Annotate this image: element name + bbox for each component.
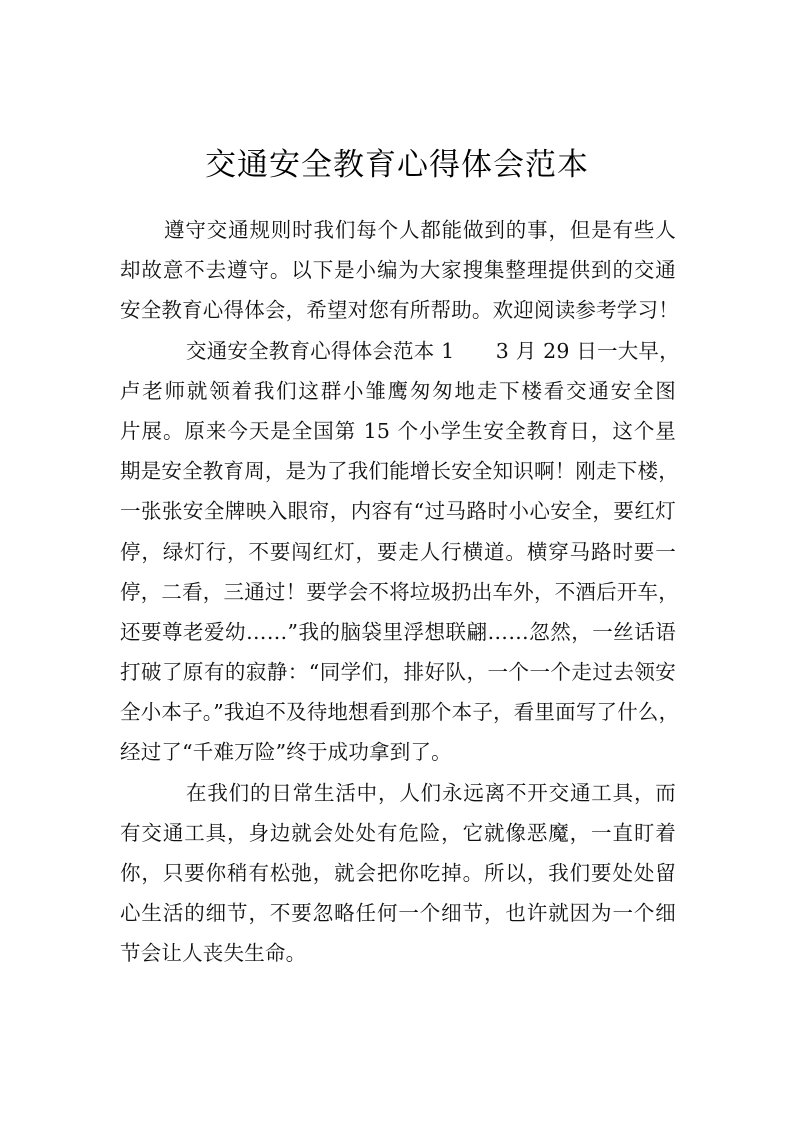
text-line: 在我们的日常生活中，人们永远离不开交通工具，而 <box>186 780 676 805</box>
text-line: 你，只要你稍有松弛，就会把你吃掉。所以，我们要处处留 <box>120 861 676 885</box>
text-line: 心生活的细节，不要忽略任何一个细节，也许就因为一个细 <box>120 901 676 926</box>
text-line: 停，绿灯行，不要闯红灯，要走人行横道。横穿马路时要一 <box>120 539 676 564</box>
text-line: 打破了原有的寂静：“同学们，排好队，一个一个走过去领安 <box>120 660 676 685</box>
text-line: 卢老师就领着我们这群小雏鹰匆匆地走下楼看交通安全图 <box>120 378 676 403</box>
paragraph-sample-1 <box>120 331 680 773</box>
text-line: 停，二看，三通过！要学会不将垃圾扔出车外，不酒后开车， <box>120 579 679 604</box>
text-line: 片展。原来今天是全国第 15 个小学生安全教育日，这个星 <box>120 418 676 443</box>
paragraph-intro <box>120 210 679 331</box>
text-line: 全小本子。”我迫不及待地想看到那个本子，看里面写了什么， <box>120 700 680 725</box>
paragraph-reflection <box>120 773 676 974</box>
text-line: 交通安全教育心得体会范本 1 3 月 29 日一大早， <box>186 338 680 363</box>
text-line: 节会让人丧失生命。 <box>120 941 307 966</box>
text-line: 经过了“千难万险”终于成功拿到了。 <box>120 740 452 765</box>
document-title: 交通安全教育心得体会范本 <box>205 147 589 183</box>
text-line: 有交通工具，身边就会处处有危险，它就像恶魔，一直盯着 <box>120 820 676 845</box>
text-line: 安全教育心得体会，希望对您有所帮助。欢迎阅读参考学习！ <box>120 298 679 323</box>
text-line: 却故意不去遵守。以下是小编为大家搜集整理提供到的交通 <box>120 258 676 283</box>
text-line: 一张张安全牌映入眼帘，内容有“过马路时小心安全，要红灯 <box>120 499 676 524</box>
document-body <box>120 210 680 974</box>
text-line: 还要尊老爱幼……”我的脑袋里浮想联翩……忽然，一丝话语 <box>120 619 676 644</box>
text-line: 遵守交通规则时我们每个人都能做到的事，但是有些人 <box>164 218 676 242</box>
text-line: 期是安全教育周，是为了我们能增长安全知识啊！刚走下楼， <box>120 459 679 484</box>
